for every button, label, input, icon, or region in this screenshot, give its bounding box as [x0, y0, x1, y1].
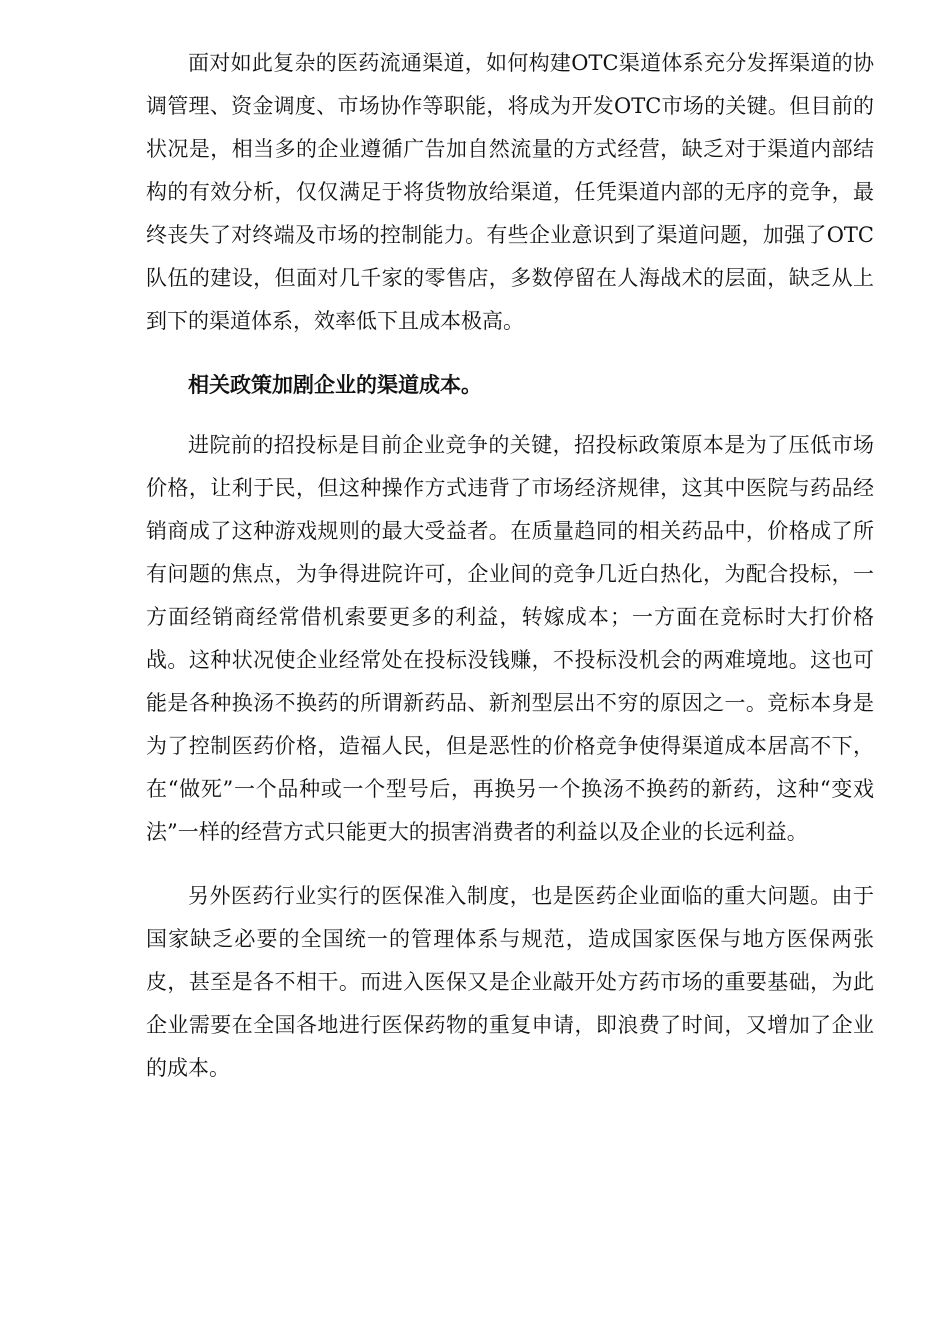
document-page [146, 42, 874, 1090]
section-heading: 相关政策加剧企业的渠道成本。 [188, 372, 482, 397]
paragraph-bidding: 进院前的招投标是目前企业竞争的关键，招投标政策原本是为了压低市场价格，让利于民，但这种操作方式违背了市场经济规律，这其中医院与药品经销商成了这种游戏规则的最大受益者。在质量趋同的相关药品中，价格成了所有问题的焦点，为争得进院许可，企业间的竞争几近白热化，为配合投标，一方面经销商经常借机索要更多的利益，转嫁成本；一方面在竞标时大打价格战。这种状况使企业经常处在投标没钱赚，不投标没机会的两难境地。这也可能是各种换汤不换药的所谓新药品、新剂型层出不穷的原因之一。竞标本身是为了控制医药价格，造福人民，但是恶性的价格竞争使得渠道成本居高不下，在“做死”一个品种或一个型号后，再换另一个换汤不换药的新药，这种“变戏法”一样的经营方式只能更大的损害消费者的利益以及企业的长远利益。 [146, 433, 874, 844]
paragraph-spacer [146, 406, 874, 424]
paragraph-spacer [146, 343, 874, 363]
paragraph-spacer [146, 854, 874, 875]
paragraph-otc-channel: 面对如此复杂的医药流通渠道，如何构建OTC渠道体系充分发挥渠道的协调管理、资金调度、市场协作等职能，将成为开发OTC市场的关键。但目前的状况是，相当多的企业遵循广告加自然流量的方式经营，缺乏对于渠道内部结构的有效分析，仅仅满足于将货物放给渠道，任凭渠道内部的无序的竞争，最终丧失了对终端及市场的控制能力。有些企业意识到了渠道问题，加强了OTC队伍的建设，但面对几千家的零售店，多数停留在人海战术的层面，缺乏从上到下的渠道体系，效率低下且成本极高。 [146, 51, 874, 333]
paragraph-medical-insurance: 另外医药行业实行的医保准入制度，也是医药企业面临的重大问题。由于国家缺乏必要的全国统一的管理体系与规范，造成国家医保与地方医保两张皮，甚至是各不相干。而进入医保又是企业敲开处方药市场的重要基础，为此企业需要在全国各地进行医保药物的重复申请，即浪费了时间，又增加了企业的成本。 [146, 884, 874, 1080]
